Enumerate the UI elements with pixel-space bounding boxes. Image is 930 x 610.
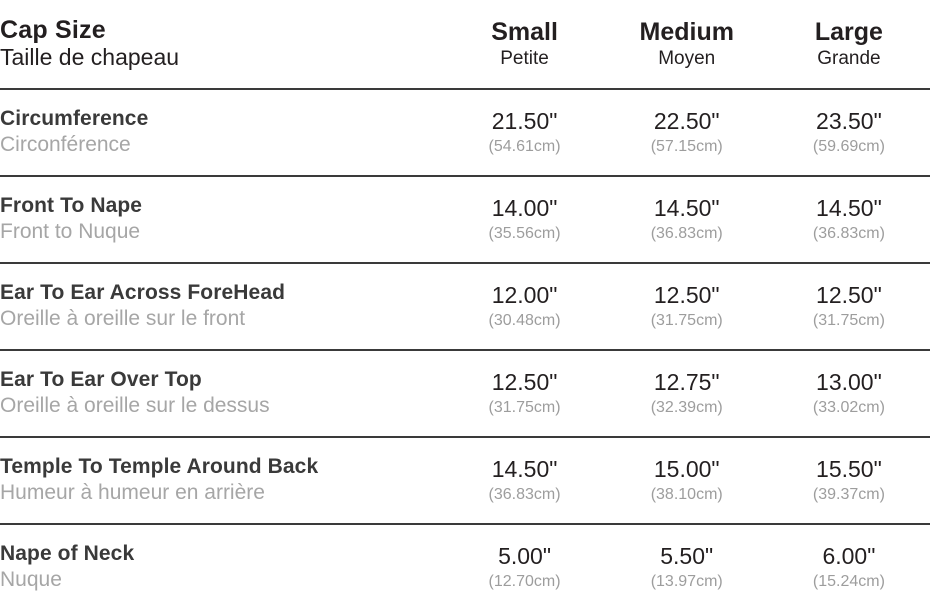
value-cm: (38.10cm): [650, 485, 723, 503]
table-row: [0, 524, 930, 610]
value-cm: (31.75cm): [812, 311, 885, 329]
value-cm: (57.15cm): [650, 137, 723, 155]
header-label-fr: Taille de chapeau: [0, 44, 180, 71]
header-size-medium-en: Medium: [639, 17, 734, 46]
table-row: [0, 176, 930, 263]
value-inches: 6.00": [822, 542, 876, 569]
value-inches: 12.50": [491, 368, 558, 395]
value-cm: (36.83cm): [812, 224, 885, 242]
value-inches: 14.50": [491, 455, 558, 482]
value-cm: (35.56cm): [488, 224, 561, 242]
header-size-medium-fr: Moyen: [658, 47, 716, 69]
row-label-cell: [0, 350, 443, 437]
value-inches: 12.50": [653, 281, 720, 308]
row-label-cell: [0, 263, 443, 350]
row-value-medium: [606, 524, 768, 610]
header-size-large: [768, 0, 930, 89]
table-row: [0, 89, 930, 176]
row-label-en: Circumference: [0, 107, 149, 131]
value-inches: 21.50": [491, 107, 558, 134]
header-measurement-column: [0, 0, 443, 89]
value-cm: (31.75cm): [488, 398, 561, 416]
value-inches: 22.50": [653, 107, 720, 134]
row-value-medium: [606, 437, 768, 524]
row-value-medium: [606, 350, 768, 437]
row-label-en: Temple To Temple Around Back: [0, 455, 319, 479]
value-cm: (31.75cm): [650, 311, 723, 329]
table-row: [0, 263, 930, 350]
row-value-large: [768, 89, 930, 176]
header-size-large-fr: Grande: [817, 47, 881, 69]
value-cm: (36.83cm): [650, 224, 723, 242]
row-value-large: [768, 263, 930, 350]
row-label-en: Ear To Ear Across ForeHead: [0, 281, 286, 305]
value-cm: (36.83cm): [488, 485, 561, 503]
header-size-small-fr: Petite: [500, 47, 549, 69]
row-label-cell: [0, 437, 443, 524]
row-value-small: [443, 176, 605, 263]
row-value-large: [768, 176, 930, 263]
value-inches: 12.75": [653, 368, 720, 395]
value-inches: 15.50": [816, 455, 882, 482]
value-inches: 15.00": [653, 455, 720, 482]
row-value-large: [768, 350, 930, 437]
value-cm: (59.69cm): [812, 137, 885, 155]
value-cm: (13.97cm): [650, 572, 723, 590]
value-inches: 14.50": [816, 194, 882, 221]
row-value-small: [443, 350, 605, 437]
row-value-medium: [606, 263, 768, 350]
value-inches: 5.00": [498, 542, 552, 569]
table-row: [0, 437, 930, 524]
row-label-en: Front To Nape: [0, 194, 143, 218]
header-size-medium: [606, 0, 768, 89]
value-inches: 23.50": [816, 107, 882, 134]
row-value-large: [768, 524, 930, 610]
row-label-fr: Circonférence: [0, 133, 131, 157]
value-inches: 5.50": [660, 542, 714, 569]
row-value-small: [443, 263, 605, 350]
value-cm: (33.02cm): [812, 398, 885, 416]
row-label-cell: [0, 176, 443, 263]
header-size-small-en: Small: [491, 17, 558, 46]
row-label-cell: [0, 89, 443, 176]
header-size-small: [443, 0, 605, 89]
row-label-fr: Front to Nuque: [0, 220, 141, 244]
value-inches: 12.00": [491, 281, 558, 308]
table-row: [0, 350, 930, 437]
row-value-medium: [606, 176, 768, 263]
row-value-large: [768, 437, 930, 524]
row-label-fr: Oreille à oreille sur le front: [0, 307, 246, 331]
row-value-small: [443, 437, 605, 524]
value-cm: (12.70cm): [488, 572, 561, 590]
value-cm: (15.24cm): [812, 572, 885, 590]
row-value-small: [443, 524, 605, 610]
row-label-fr: Humeur à humeur en arrière: [0, 481, 265, 505]
row-label-cell: [0, 524, 443, 610]
row-label-en: Nape of Neck: [0, 542, 135, 566]
value-cm: (54.61cm): [488, 137, 561, 155]
row-label-fr: Oreille à oreille sur le dessus: [0, 394, 270, 418]
header-label-en: Cap Size: [0, 16, 106, 45]
value-inches: 14.00": [491, 194, 558, 221]
row-value-medium: [606, 89, 768, 176]
row-label-en: Ear To Ear Over Top: [0, 368, 202, 392]
value-cm: (39.37cm): [812, 485, 885, 503]
row-value-small: [443, 89, 605, 176]
header-size-large-en: Large: [814, 17, 883, 46]
row-label-fr: Nuque: [0, 568, 62, 592]
value-cm: (32.39cm): [650, 398, 723, 416]
value-inches: 14.50": [653, 194, 720, 221]
value-inches: 13.00": [816, 368, 882, 395]
value-inches: 12.50": [816, 281, 882, 308]
value-cm: (30.48cm): [488, 311, 561, 329]
table-header-row: [0, 0, 930, 89]
